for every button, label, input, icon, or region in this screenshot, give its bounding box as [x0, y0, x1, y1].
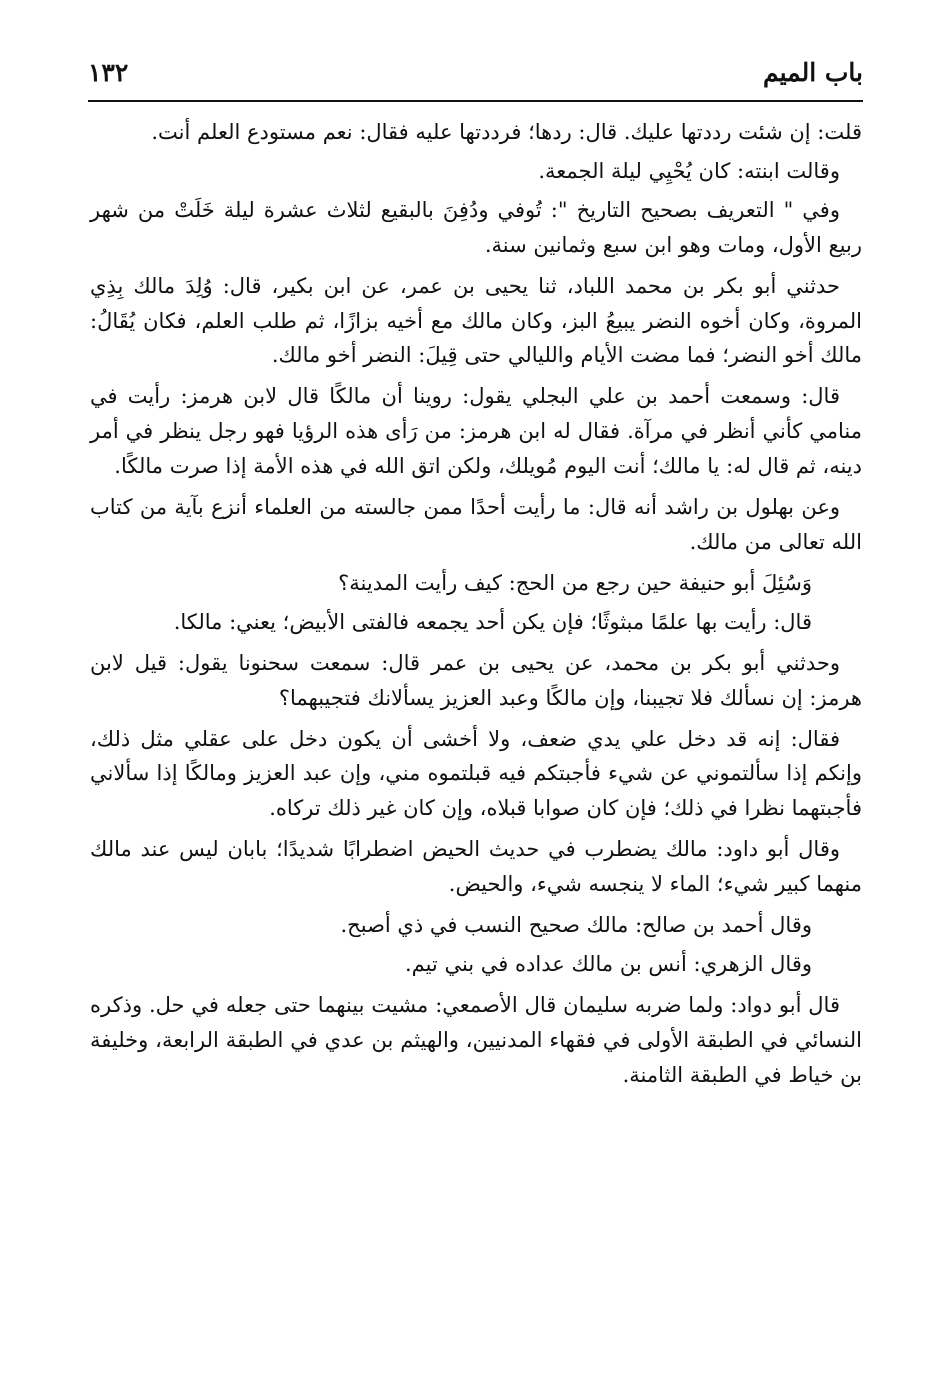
chapter-title: باب الميم: [762, 58, 863, 87]
page-body: [90, 115, 862, 1093]
paragraph: وَسُئِلَ أبو حنيفة حين رجع من الحج: كيف رأيت المدينة؟: [338, 570, 812, 595]
paragraph: فقال: إنه قد دخل علي يدي ضعف، ولا أخشى أن يكون دخل على عقلي مثل ذلك، وإنكم إذا سألتموني عن شيء فأجبتكم فيه قبلتموه مني، وإن عبد العزيز ومالكًا إذا سألاني فأجبتهما نظرا في ذلك؛ فإن كان صوابا قبلاه، وإن كان غير ذلك تركاه.: [90, 726, 862, 821]
paragraph: وقال أبو داود: مالك يضطرب في حديث الحيض اضطرابًا شديدًا؛ بابان ليس عند مالك منهما كبير شيء؛ الماء لا ينجسه شيء، والحيض.: [90, 837, 862, 897]
page-number: ١٣٢: [88, 58, 129, 87]
paragraph: قال: رأيت بها علمًا مبثوثًا؛ فإن يكن أحد يجمعه فالفتى الأبيض؛ يعني: مالكا.: [173, 609, 812, 634]
paragraph: قال أبو دواد: ولما ضربه سليمان قال الأصمعي: مشيت بينهما حتى جعله في حل. وذكره النسائي في الطبقة الأولى في فقهاء المدنيين، والهيثم بن عدي في الطبقة الرابعة، وخليفة بن خياط في الطبقة الثامنة.: [90, 992, 862, 1087]
paragraph: وقال أحمد بن صالح: مالك صحيح النسب في ذي أصبح.: [340, 913, 812, 938]
paragraph: وقال الزهري: أنس بن مالك عداده في بني تيم.: [404, 951, 812, 976]
paragraph: وحدثني أبو بكر بن محمد، عن يحيى بن عمر قال: سمعت سحنونا يقول: قيل لابن هرمز: إن نسألك فلا تجيبنا، وإن مالكًا وعبد العزيز يسألانك فتجيبهما؟: [90, 650, 862, 710]
paragraph: وفي " التعريف بصحيح التاريخ ": تُوفي ودُفِنَ بالبقيع لثلاث عشرة ليلة خَلَتْ من شهر ربيع الأول، ومات وهو ابن سبع وثمانين سنة.: [90, 197, 862, 257]
paragraph: وعن بهلول بن راشد أنه قال: ما رأيت أحدًا ممن جالسته من العلماء أنزع بآية من كتاب الله تعالى من مالك.: [90, 495, 862, 554]
paragraph: وقالت ابنته: كان يُحْيِي ليلة الجمعة.: [538, 158, 840, 183]
paragraph: قال: وسمعت أحمد بن علي البجلي يقول: روينا أن مالكًا قال لابن هرمز: رأيت في منامي كأني أنظر في مرآة. فقال له ابن هرمز: من رَأى هذه الرؤيا فهو رجل ينظر في أمر دينه، ثم قال له: يا مالك؛ أنت اليوم مُويلك، ولكن اتق الله في هذه الأمة إذا صرت مالكًا.: [90, 384, 862, 479]
paragraph: حدثني أبو بكر بن محمد اللباد، ثنا يحيى بن عمر، عن ابن بكير، قال: وُلِدَ مالك بِذِي المروة، وكان أخوه النضر يبيعُ البز، وكان مالك مع أخيه بزازًا، ثم طلب العلم، فكان يُقَالُ: مالك أخو النضر؛ فما مضت الأيام والليالي حتى قِيلَ: النضر أخو مالك.: [90, 273, 862, 368]
paragraph: قلت: إن شئت رددتها عليك. قال: ردها؛ فرددتها عليه فقال: نعم مستودع العلم أنت.: [151, 120, 862, 144]
page-header: [88, 52, 863, 102]
header-divider: [88, 100, 863, 102]
